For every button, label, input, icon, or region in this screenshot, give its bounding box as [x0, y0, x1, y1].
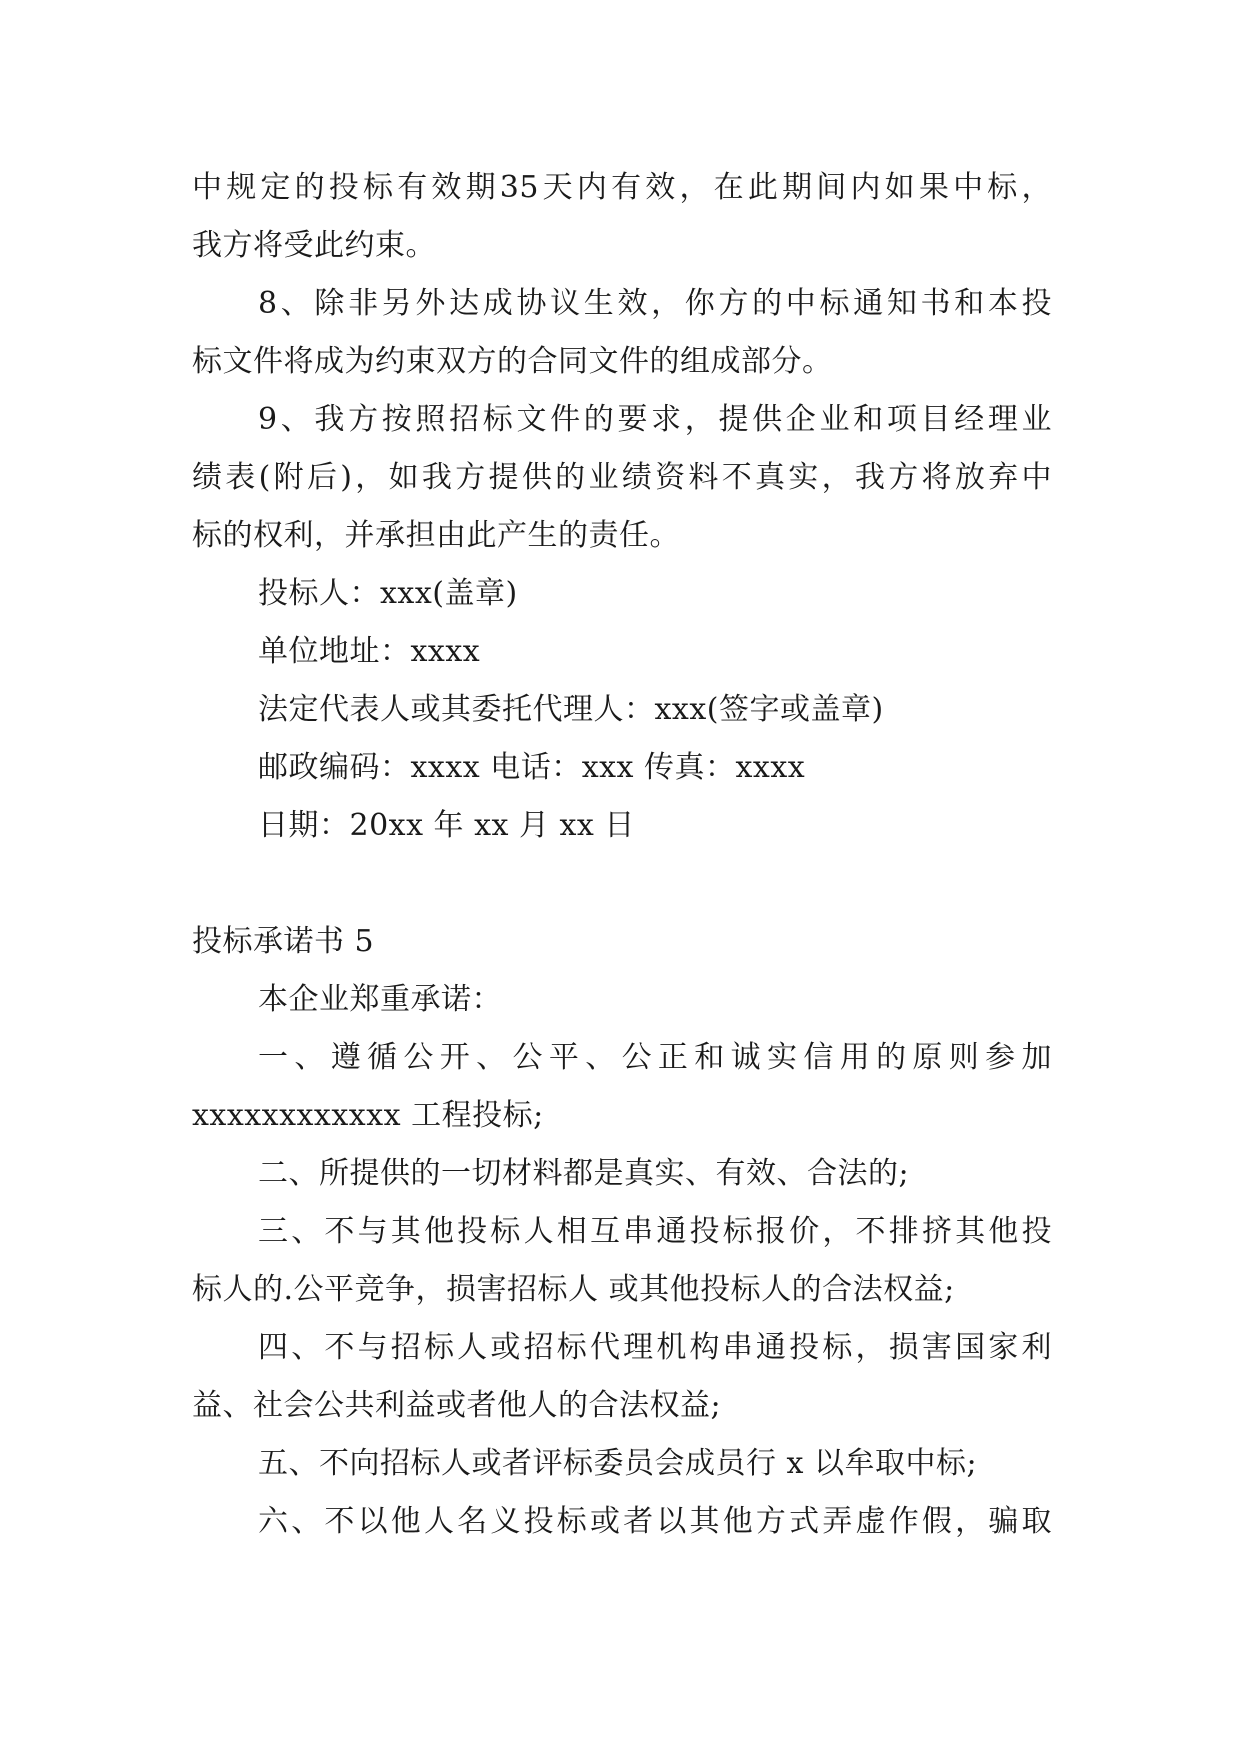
text-line: 标的权利，并承担由此产生的责任。: [192, 518, 680, 553]
date-line: 日期：20xx 年 xx 月 xx 日: [258, 808, 635, 843]
text-line: 我方将受此约束。: [192, 228, 436, 263]
text-line: 标文件将成为约束双方的合同文件的组成部分。: [192, 344, 833, 379]
contact-line: 邮政编码：xxxx 电话：xxx 传真：xxxx: [258, 750, 806, 785]
text-line: 8、除非另外达成协议生效，你方的中标通知书和本投: [258, 286, 1052, 321]
text-line: 9、我方按照招标文件的要求，提供企业和项目经理业: [258, 402, 1052, 437]
text-line: 本企业郑重承诺：: [258, 982, 502, 1017]
text-line: 绩表(附后)，如我方提供的业绩资料不真实，我方将放弃中: [192, 460, 1052, 495]
text-line: 二、所提供的一切材料都是真实、有效、合法的;: [258, 1156, 910, 1191]
text-line: 三、不与其他投标人相互串通投标报价，不排挤其他投: [258, 1214, 1052, 1249]
address-line: 单位地址：xxxx: [258, 634, 481, 669]
text-line: 四、不与招标人或招标代理机构串通投标，损害国家利: [258, 1330, 1052, 1365]
section-heading: 投标承诺书 5: [192, 924, 375, 959]
text-line: 六、不以他人名义投标或者以其他方式弄虚作假，骗取: [258, 1504, 1052, 1539]
text-line: 五、不向招标人或者评标委员会成员行 x 以牟取中标;: [258, 1446, 978, 1481]
text-line: xxxxxxxxxxxx 工程投标;: [192, 1098, 544, 1133]
text-line: 一、遵循公开、公平、公正和诚实信用的原则参加: [258, 1040, 1052, 1075]
text-line: 标人的.公平竞争，损害招标人 或其他投标人的合法权益;: [192, 1272, 955, 1307]
text-line: 益、社会公共利益或者他人的合法权益;: [192, 1388, 722, 1423]
text-line: 中规定的投标有效期35天内有效，在此期间内如果中标，: [192, 170, 1052, 205]
representative-line: 法定代表人或其委托代理人：xxx(签字或盖章): [258, 692, 884, 727]
bidder-line: 投标人：xxx(盖章): [258, 576, 518, 611]
